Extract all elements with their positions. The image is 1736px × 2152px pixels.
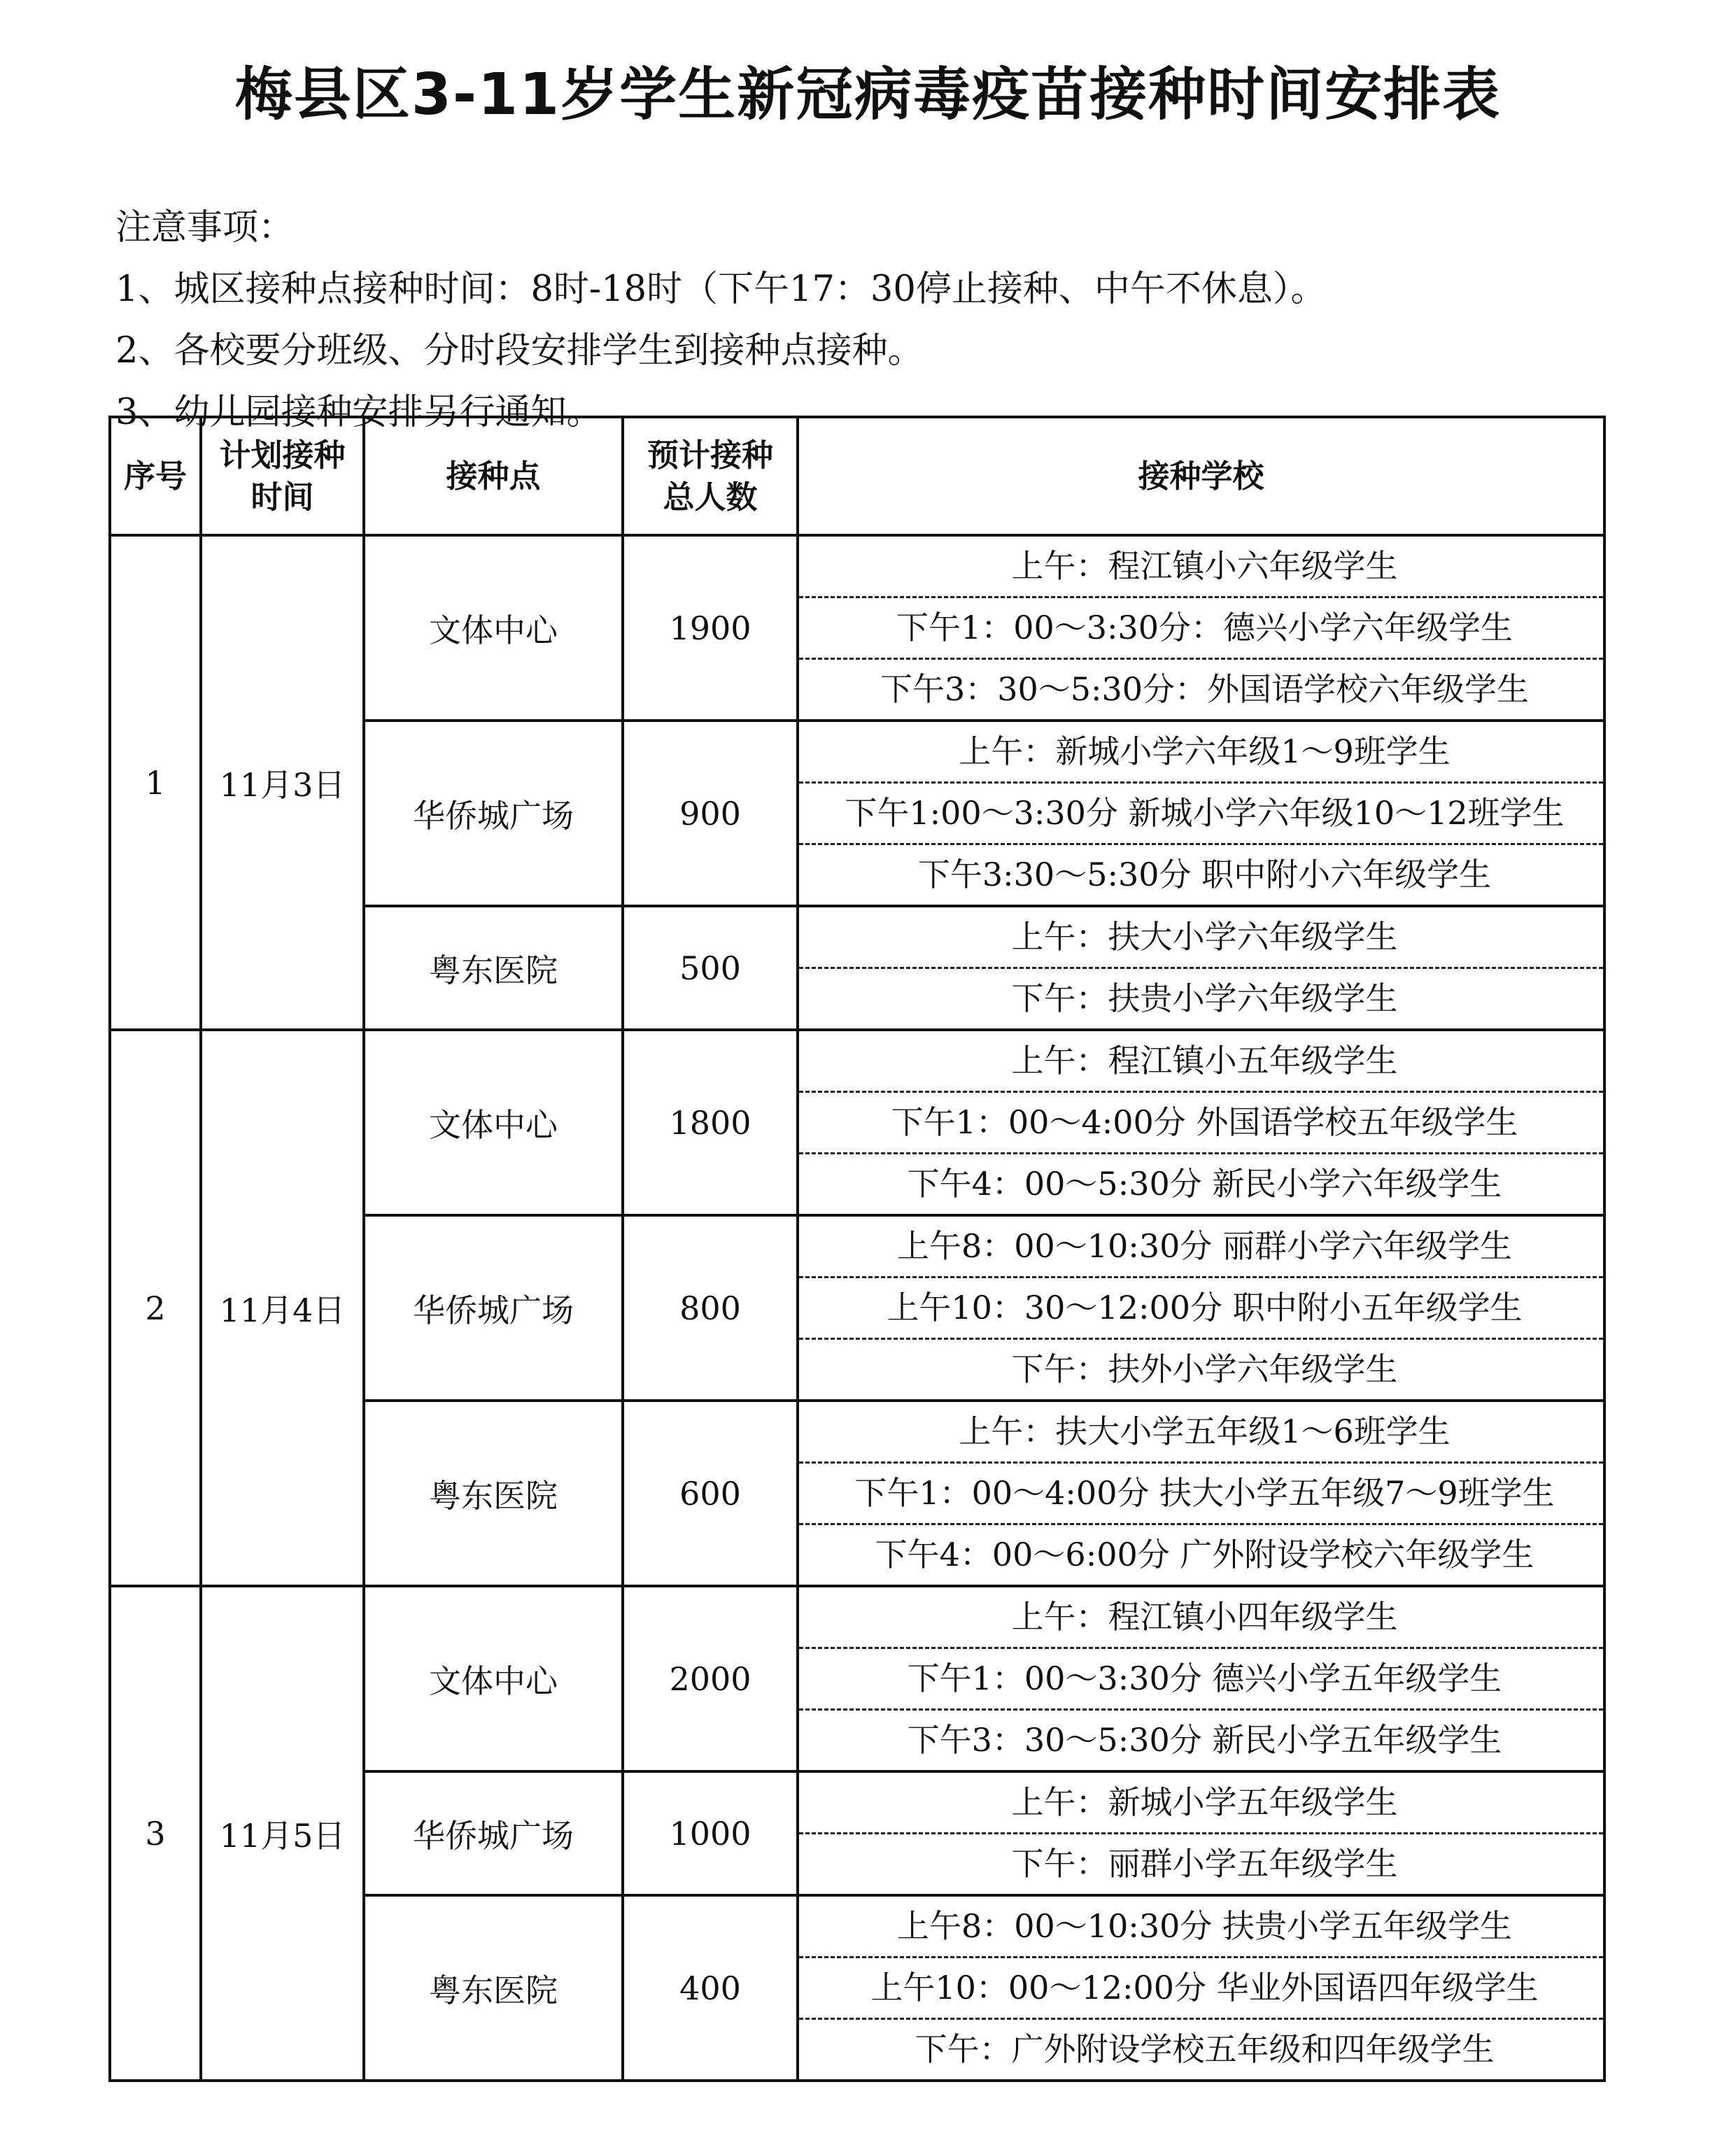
schedule-line: 上午：新城小学六年级1～9班学生	[799, 722, 1603, 784]
plan-date: 11月3日	[201, 535, 364, 1030]
expected-count: 1800	[623, 1030, 798, 1215]
schedule-line: 上午8：00～10:30分 丽群小学六年级学生	[799, 1217, 1603, 1278]
site-name: 粤东医院	[364, 906, 623, 1030]
header-count: 预计接种 总人数	[623, 417, 798, 535]
header-no: 序号	[110, 417, 201, 535]
site-name: 文体中心	[364, 1030, 623, 1215]
table-row	[110, 1586, 1604, 1771]
expected-count: 1900	[623, 535, 798, 721]
header-schools: 接种学校	[798, 417, 1604, 535]
schedule-line: 下午4：00～5:30分 新民小学六年级学生	[907, 1165, 1502, 1203]
table-header-row	[110, 417, 1604, 535]
header-date: 计划接种 时间	[201, 417, 364, 535]
school-schedule	[798, 1771, 1604, 1895]
schedule-line: 上午：程江镇小四年级学生	[799, 1587, 1603, 1649]
schedule-line: 下午：丽群小学五年级学生	[1011, 1845, 1398, 1883]
school-schedule	[798, 1895, 1604, 2081]
site-name: 文体中心	[364, 1586, 623, 1771]
plan-date: 11月5日	[201, 1586, 364, 2081]
row-number: 1	[110, 535, 201, 1030]
schedule-line: 下午：广外附设学校五年级和四年级学生	[915, 2030, 1495, 2068]
school-schedule	[798, 721, 1604, 906]
site-name: 华侨城广场	[364, 1771, 623, 1895]
schedule-line: 下午：扶外小学六年级学生	[1011, 1350, 1398, 1388]
school-schedule	[798, 1215, 1604, 1401]
expected-count: 600	[623, 1401, 798, 1586]
schedule-line: 下午3：30～5:30分 新民小学五年级学生	[907, 1721, 1502, 1759]
school-schedule	[798, 535, 1604, 721]
schedule-table	[108, 416, 1606, 2082]
expected-count: 500	[623, 906, 798, 1030]
site-name: 粤东医院	[364, 1895, 623, 2081]
schedule-line: 上午：程江镇小六年级学生	[799, 537, 1603, 598]
note-item: 3、幼儿园接种安排另行通知。	[115, 392, 602, 433]
table-row	[110, 535, 1604, 721]
site-name: 华侨城广场	[364, 721, 623, 906]
schedule-line: 下午1：00～4:00分 外国语学校五年级学生	[799, 1093, 1603, 1154]
site-name: 粤东医院	[364, 1401, 623, 1586]
schedule-line: 下午1：00～4:00分 扶大小学五年级7～9班学生	[799, 1464, 1603, 1525]
schedule-line: 上午：扶大小学六年级学生	[799, 907, 1603, 969]
schedule-line: 下午：扶贵小学六年级学生	[1011, 979, 1398, 1017]
schedule-line: 下午3:30～5:30分 职中附小六年级学生	[917, 856, 1492, 893]
notes-heading: 注意事项：	[115, 207, 295, 248]
plan-date: 11月4日	[201, 1030, 364, 1586]
table-body	[110, 535, 1604, 2081]
schedule-line: 下午1：00～3:30分 德兴小学五年级学生	[799, 1649, 1603, 1711]
site-name: 华侨城广场	[364, 1215, 623, 1401]
schedule-line: 下午1：00～3:30分：德兴小学六年级学生	[799, 598, 1603, 660]
note-item: 2、各校要分班级、分时段安排学生到接种点接种。	[115, 330, 924, 371]
expected-count: 1000	[623, 1771, 798, 1895]
schedule-line: 下午1:00～3:30分 新城小学六年级10～12班学生	[799, 784, 1603, 845]
school-schedule	[798, 1586, 1604, 1771]
schedule-line: 上午10：30～12:00分 职中附小五年级学生	[799, 1278, 1603, 1340]
schedule-line: 下午4：00～6:00分 广外附设学校六年级学生	[875, 1536, 1534, 1573]
schedule-line: 上午：扶大小学五年级1～6班学生	[799, 1402, 1603, 1464]
row-number: 3	[110, 1586, 201, 2081]
expected-count: 900	[623, 721, 798, 906]
expected-count: 800	[623, 1215, 798, 1401]
row-number: 2	[110, 1030, 201, 1586]
expected-count: 400	[623, 1895, 798, 2081]
schedule-line: 上午10：00～12:00分 华业外国语四年级学生	[799, 1958, 1603, 2020]
schedule-line: 下午3：30～5:30分：外国语学校六年级学生	[880, 670, 1530, 708]
notes	[115, 197, 1326, 444]
school-schedule	[798, 1030, 1604, 1215]
school-schedule	[798, 906, 1604, 1030]
note-item: 1、城区接种点接种时间：8时-18时（下午17：30停止接种、中午不休息）。	[115, 269, 1327, 310]
table-row	[110, 1030, 1604, 1215]
schedule-line: 上午：程江镇小五年级学生	[799, 1031, 1603, 1093]
page-title: 梅县区3-11岁学生新冠病毒疫苗接种时间安排表	[234, 62, 1502, 128]
site-name: 文体中心	[364, 535, 623, 721]
schedule-line: 上午8：00～10:30分 扶贵小学五年级学生	[799, 1897, 1603, 1958]
header-site: 接种点	[364, 417, 623, 535]
school-schedule	[798, 1401, 1604, 1586]
schedule-line: 上午：新城小学五年级学生	[799, 1773, 1603, 1834]
expected-count: 2000	[623, 1586, 798, 1771]
